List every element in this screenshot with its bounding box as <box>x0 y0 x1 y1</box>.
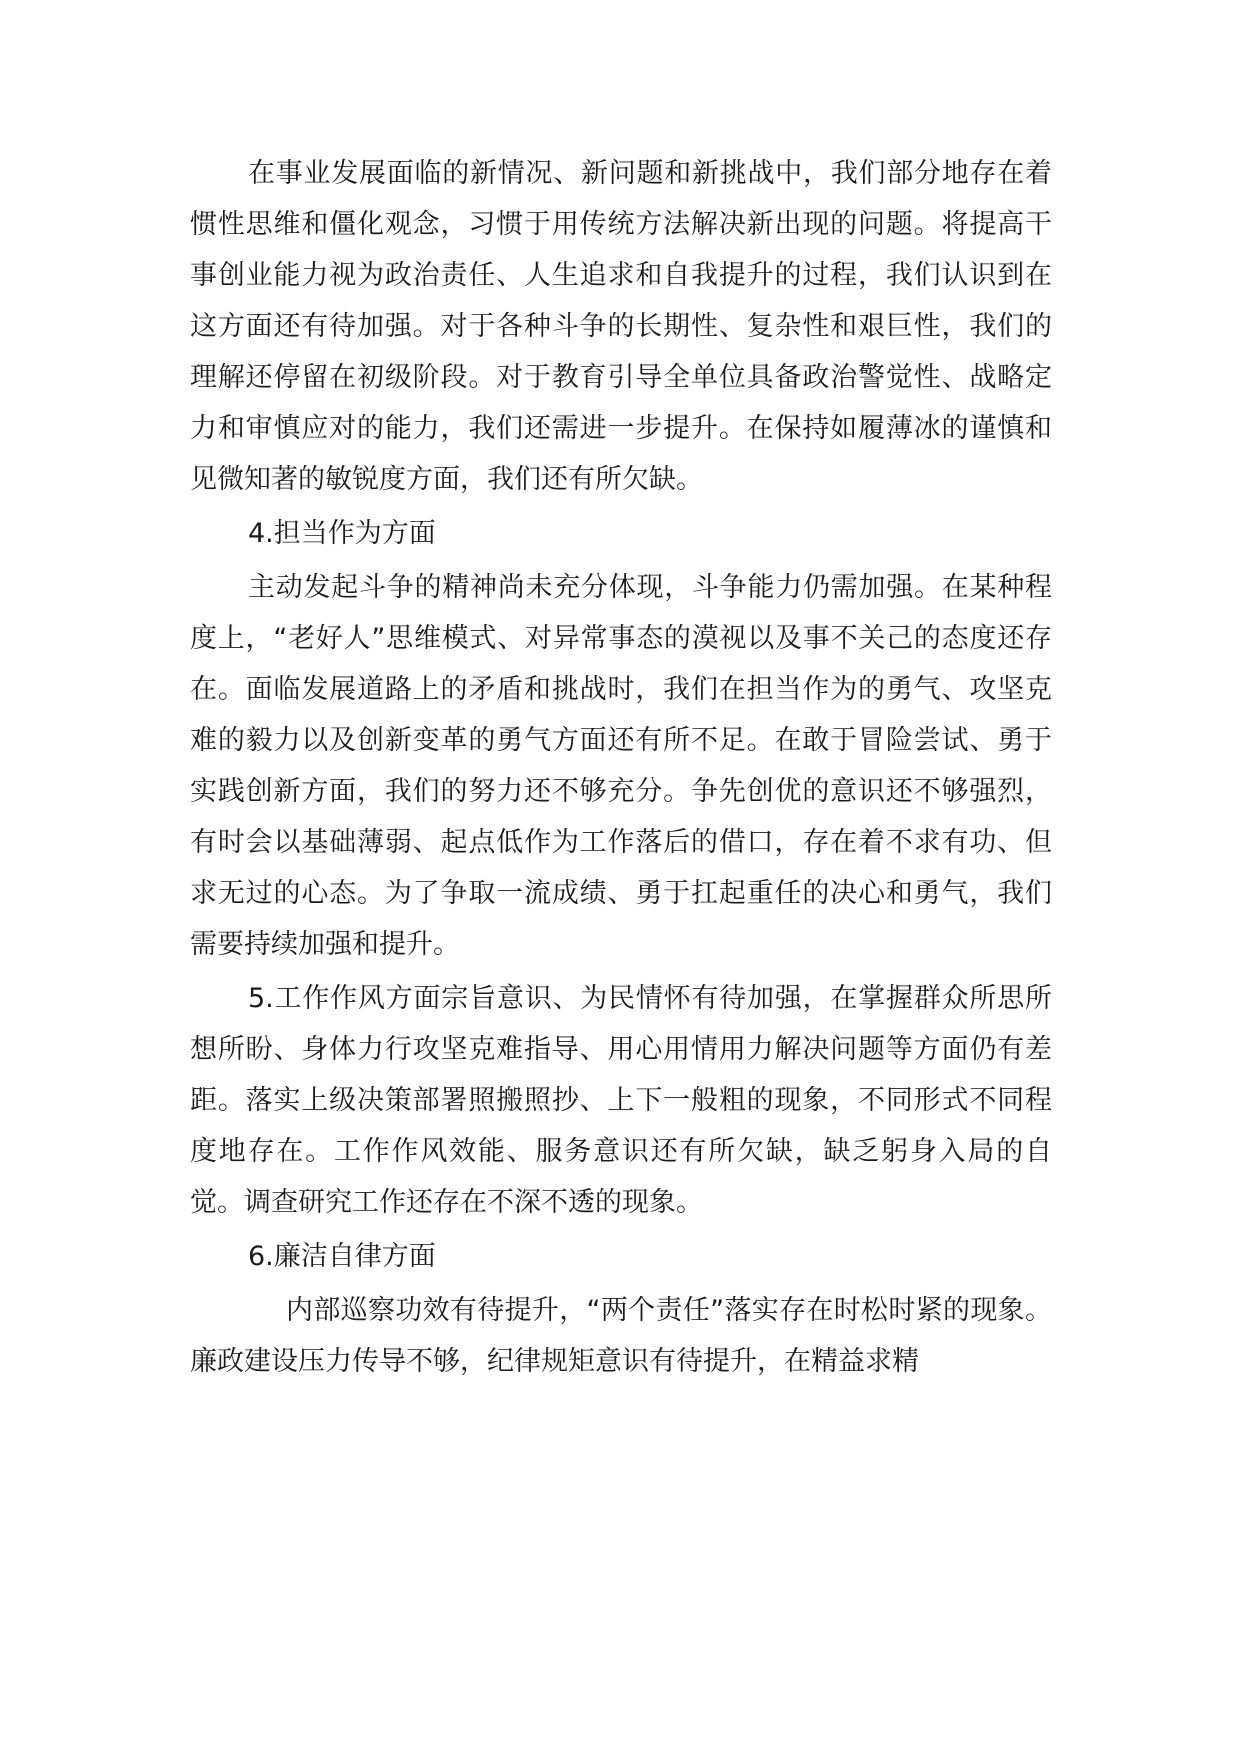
paragraph-work-ability: 在事业发展面临的新情况、新问题和新挑战中，我们部分地存在着惯性思维和僵化观念，习惯于用传统方法解决新出现的问题。将提高干事创业能力视为政治责任、人生追求和自我提升的过程，我们认识到在这方面还有待加强。对于各种斗争的长期性、复杂性和艰巨性，我们的理解还停留在初级阶段。对于教育引导全单位具备政治警觉性、战略定力和审慎应对的能力，我们还需进一步提升。在保持如履薄冰的谨慎和见微知著的敏锐度方面，我们还有所欠缺。 <box>190 158 1052 495</box>
section-heading-integrity: 6.廉洁自律方面 <box>248 1241 436 1272</box>
document-body <box>190 148 1052 1387</box>
paragraph-work-style: 5.工作作风方面宗旨意识、为民情怀有待加强，在掌握群众所思所想所盼、身体力行攻坚克难指导、用心用情用力解决问题等方面仍有差距。落实上级决策部署照搬照抄、上下一般粗的现象，不同形式不同程度地存在。工作作风效能、服务意识还有所欠缺，缺乏躬身入局的自觉。调查研究工作还存在不深不透的现象。 <box>190 983 1052 1218</box>
section-heading-responsibility: 4.担当作为方面 <box>248 518 436 549</box>
paragraph-responsibility: 主动发起斗争的精神尚未充分体现，斗争能力仍需加强。在某种程度上，“老好人”思维模式、对异常事态的漠视以及事不关己的态度还存在。面临发展道路上的矛盾和挑战时，我们在担当作为的勇气、攻坚克难的毅力以及创新变革的勇气方面还有所不足。在敢于冒险尝试、勇于实践创新方面，我们的努力还不够充分。争先创优的意识还不够强烈，有时会以基础薄弱、起点低作为工作落后的借口，存在着不求有功、但求无过的心态。为了争取一流成绩、勇于扛起重任的决心和勇气，我们需要持续加强和提升。 <box>190 572 1052 960</box>
paragraph-integrity: 内部巡察功效有待提升，“两个责任”落实存在时松时紧的现象。廉政建设压力传导不够，纪律规矩意识有待提升，在精益求精 <box>190 1295 1052 1377</box>
